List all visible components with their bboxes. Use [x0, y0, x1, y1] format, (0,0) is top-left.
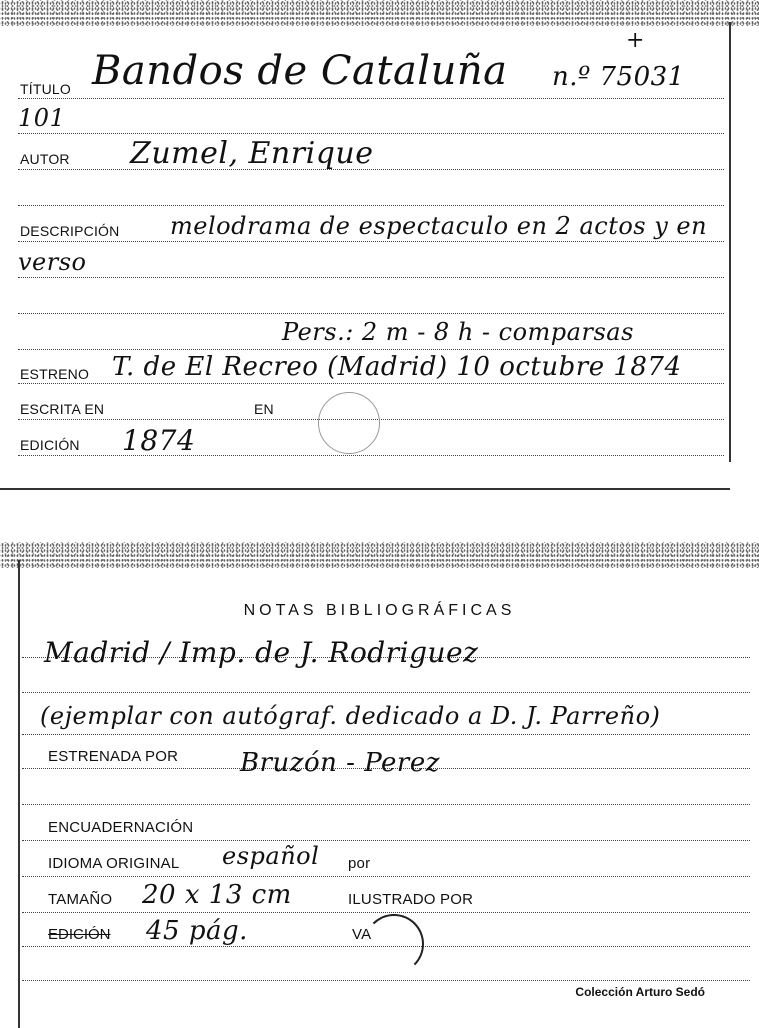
edicion-value: 45 pág. — [146, 916, 248, 946]
collection-credit: Colección Arturo Sedó — [575, 985, 705, 999]
card-bottom-border — [0, 488, 730, 490]
descripcion-label: DESCRIPCIÓN — [20, 223, 120, 239]
descripcion-value-cont: verso — [18, 248, 87, 276]
estrenada-por-value: Bruzón - Perez — [240, 748, 440, 778]
tamano-label: TAMAÑO — [48, 891, 113, 908]
autor-label: AUTOR — [20, 151, 70, 167]
ruled-line — [22, 876, 750, 877]
va-label: VA — [352, 926, 372, 943]
en-label: EN — [254, 401, 274, 417]
notes-line-2: (ejemplar con autógraf. dedicado a D. J. Parreño) — [40, 702, 661, 730]
notes-line-1: Madrid / Imp. de J. Rodriguez — [44, 636, 479, 669]
ruled-line — [22, 804, 750, 805]
catalog-card-front — [0, 0, 759, 490]
ruled-line — [22, 734, 750, 735]
autor-value: Zumel, Enrique — [130, 136, 374, 171]
estreno-value: T. de El Recreo (Madrid) 10 octubre 1874 — [112, 352, 682, 382]
ruled-line — [22, 912, 750, 913]
card-right-border — [729, 22, 731, 462]
ruled-line — [18, 313, 724, 314]
ruled-line — [22, 840, 750, 841]
titulo-value: Bandos de Cataluña — [92, 48, 508, 94]
ruled-line — [22, 980, 750, 981]
personajes-note: Pers.: 2 m - 8 h - comparsas — [282, 318, 634, 346]
notas-bibliograficas-heading: NOTAS BIBLIOGRÁFICAS — [243, 602, 516, 619]
idioma-original-value: español — [222, 842, 320, 870]
card-left-border — [18, 560, 20, 1028]
edicion-value: 1874 — [122, 424, 196, 457]
ruled-line — [18, 133, 724, 134]
escrita-en-label: ESCRITA EN — [20, 401, 105, 417]
edicion-label: EDICIÓN — [20, 437, 80, 453]
ruled-line — [18, 277, 724, 278]
ruled-line — [18, 98, 724, 99]
titulo-label: TÍTULO — [20, 81, 71, 97]
edicion-label-struck: EDICIÓN — [48, 926, 111, 943]
tamano-value: 20 x 13 cm — [142, 880, 292, 910]
partial-stamp — [364, 914, 424, 974]
encuadernacion-label: ENCUADERNACIÓN — [48, 819, 194, 836]
estrenada-por-label: ESTRENADA POR — [48, 748, 179, 765]
torn-edge-texture — [0, 0, 759, 26]
reference-mark: + — [626, 28, 645, 53]
ruled-line — [18, 349, 724, 350]
faded-stamp — [318, 392, 380, 454]
titulo-continuation: 101 — [18, 104, 66, 132]
descripcion-value: melodrama de espectaculo en 2 actos y en — [170, 212, 708, 240]
ruled-line — [18, 383, 724, 384]
estreno-label: ESTRENO — [20, 366, 90, 382]
ruled-line — [18, 241, 724, 242]
por-label: por — [348, 855, 371, 872]
reference-number: n.º 75031 — [552, 62, 685, 92]
ilustrado-por-label: ILUSTRADO POR — [348, 891, 474, 908]
ruled-line — [22, 692, 750, 693]
ruled-line — [18, 205, 724, 206]
idioma-original-label: IDIOMA ORIGINAL — [48, 855, 180, 872]
torn-edge-texture — [0, 542, 759, 568]
